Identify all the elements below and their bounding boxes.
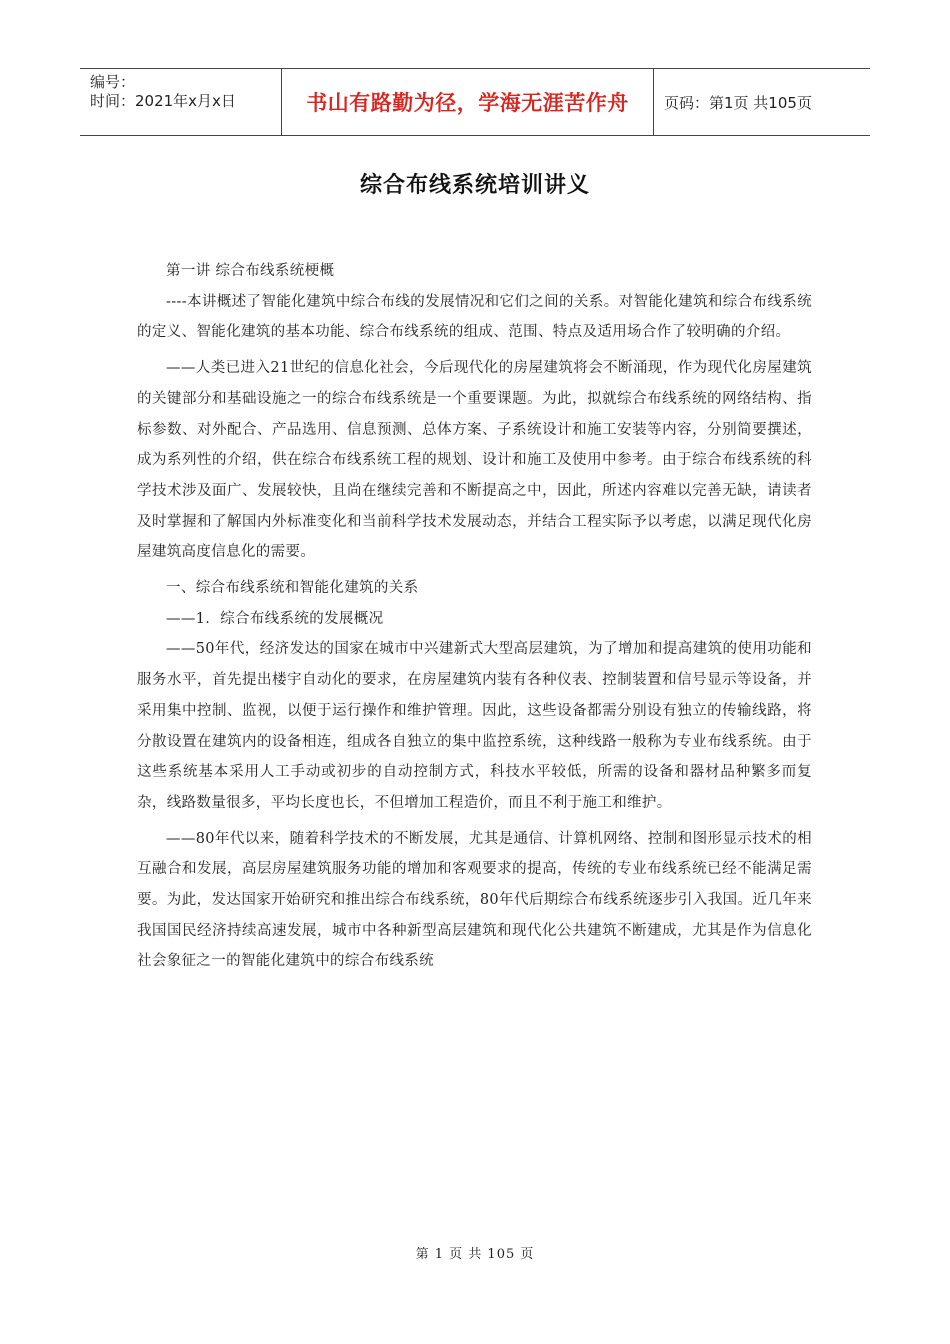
body-paragraph: ——50年代，经济发达的国家在城市中兴建新式大型高层建筑，为了增加和提高建筑的使用功能和服务水平，首先提出楼宇自动化的要求，在房屋建筑内装有各种仪表、控制装置和信号显示等设备，并采用集中控制、监视，以便于运行操作和维护管理。因此，这些设备都需分别设有独立的传输线路，将分散设置在建筑内的设备相连，组成各自独立的集中监控系统，这种线路一般称为专业布线系统。由于这些系统基本采用人工手动或初步的自动控制方式，科技水平较低，所需的设备和器材品种繁多而复杂，线路数量很多，平均长度也长，不但增加工程造价，而且不利于施工和维护。 [137, 641, 812, 811]
lecture-heading: 第一讲 综合布线系统梗概 [166, 263, 335, 279]
page-footer: 第 1 页 共 105 页 [415, 1247, 535, 1262]
document-title: 综合布线系统培训讲义 [359, 172, 590, 198]
header-meta-cell [80, 69, 282, 135]
subsection-heading: ——1．综合布线系统的发展概况 [166, 610, 384, 627]
body-paragraph: ——人类已进入21世纪的信息化社会，今后现代化的房屋建筑将会不断涌现，作为现代化房屋建筑的关键部分和基础设施之一的综合布线系统是一个重要课题。为此，拟就综合布线系统的网络结构、指标参数、对外配合、产品选用、信息预测、总体方案、子系统设计和施工安装等内容，分别简要撰述，成为系列性的介绍，供在综合布线系统工程的规划、设计和施工及使用中参考。由于综合布线系统的科学技术涉及面广、发展较快，且尚在继续完善和不断提高之中，因此，所述内容难以完善无缺，请读者及时掌握和了解国内外标准变化和当前科学技术发展动态，并结合工程实际予以考虑，以满足现代化房屋建筑高度信息化的需要。 [137, 360, 812, 561]
number-label: 编号： [90, 73, 136, 91]
page-info: 页码：第1页 共105页 [664, 93, 812, 112]
document-body [137, 256, 812, 977]
header-motto-cell [282, 69, 654, 135]
time-label: 时间：2021年x月x日 [90, 92, 236, 110]
header-page-cell [654, 69, 870, 135]
section-heading: 一、综合布线系统和智能化建筑的关系 [166, 580, 419, 597]
body-paragraph: ——80年代以来，随着科学技术的不断发展，尤其是通信、计算机网络、控制和图形显示技术的相互融合和发展，高层房屋建筑服务功能的增加和客观要求的提高，传统的专业布线系统已经不能满足需要。为此，发达国家开始研究和推出综合布线系统，80年代后期综合布线系统逐步引入我国。近几年来我国国民经济持续高速发展，城市中各种新型高层建筑和现代化公共建筑不断建成，尤其是作为信息化社会象征之一的智能化建筑中的综合布线系统 [137, 830, 812, 970]
header-table [80, 68, 870, 136]
body-paragraph: ----本讲概述了智能化建筑中综合布线的发展情况和它们之间的关系。对智能化建筑和综合布线系统的定义、智能化建筑的基本功能、综合布线系统的组成、范围、特点及适用场合作了较明确的介绍。 [137, 293, 812, 341]
motto-text: 书山有路勤为径，学海无涯苦作舟 [306, 91, 629, 115]
